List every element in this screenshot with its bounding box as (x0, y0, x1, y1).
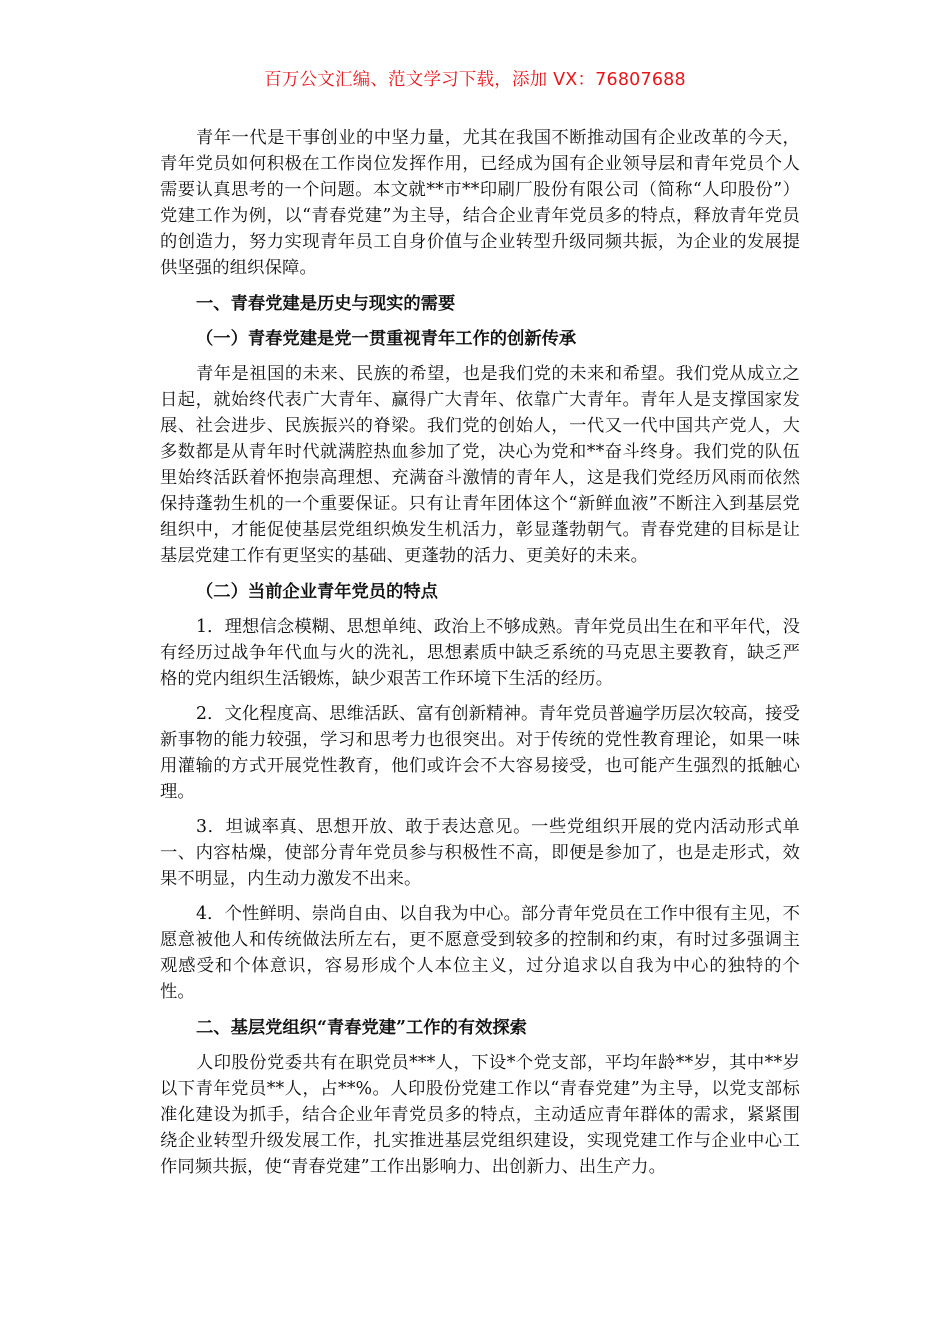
point-paragraph-1: 1．理想信念模糊、思想单纯、政治上不够成熟。青年党员出生在和平年代，没有经历过战争年代血与火的洗礼，思想素质中缺乏系统的马克思主要教育，缺乏严格的党内组织生活锻炼，缺少艰苦工作环境下生活的经历。 (160, 617, 800, 689)
point-paragraph-4: 4．个性鲜明、崇尚自由、以自我为中心。部分青年党员在工作中很有主见，不愿意被他人和传统做法所左右，更不愿意受到较多的控制和约束，有时过多强调主观感受和个体意识，容易形成个人本位主义，过分追求以自我为中心的独特的个性。 (160, 904, 800, 1002)
section-1-subheading-1: （一）青春党建是党一贯重视青年工作的创新传承 (196, 329, 577, 349)
point-paragraph-3: 3．坦诚率真、思想开放、敢于表达意见。一些党组织开展的党内活动形式单一、内容枯燥，使部分青年党员参与积极性不高，即便是参加了，也是走形式，效果不明显，内生动力激发不出来。 (160, 817, 800, 889)
document-body (160, 125, 800, 1180)
section-1-sub-1-paragraph: 青年是祖国的未来、民族的希望，也是我们党的未来和希望。我们党从成立之日起，就始终代表广大青年、赢得广大青年、依靠广大青年。青年人是支撑国家发展、社会进步、民族振兴的脊梁。我们党的创始人，一代又一代中国共产党人，大多数都是从青年时代就满腔热血参加了党，决心为党和**奋斗终身。我们党的队伍里始终活跃着怀抱崇高理想、充满奋斗激情的青年人，这是我们党经历风雨而依然保持蓬勃生机的一个重要保证。只有让青年团体这个“新鲜血液”不断注入到基层党组织中，才能促使基层党组织焕发生机活力，彰显蓬勃朝气。青春党建的目标是让基层党建工作有更坚实的基础、更蓬勃的活力、更美好的未来。 (160, 364, 800, 566)
promo-banner: 百万公文汇编、范文学习下载，添加 VX：76807688 (264, 70, 686, 90)
section-1-heading: 一、青春党建是历史与现实的需要 (196, 294, 456, 314)
intro-paragraph: 青年一代是干事创业的中坚力量，尤其在我国不断推动国有企业改革的今天，青年党员如何积极在工作岗位发挥作用，已经成为国有企业领导层和青年党员个人需要认真思考的一个问题。本文就**市**印刷厂股份有限公司（简称“人印股份”）党建工作为例，以“青春党建”为主导，结合企业青年党员多的特点，释放青年党员的创造力，努力实现青年员工自身价值与企业转型升级同频共振，为企业的发展提供坚强的组织保障。 (160, 128, 800, 278)
section-1-subheading-2: （二）当前企业青年党员的特点 (196, 582, 438, 602)
section-2-heading: 二、基层党组织“青春党建”工作的有效探索 (196, 1018, 527, 1038)
section-2-paragraph: 人印股份党委共有在职党员***人，下设*个党支部，平均年龄**岁，其中**岁以下青年党员**人，占**%。人印股份党建工作以“青春党建”为主导，以党支部标准化建设为抓手，结合企业年青党员多的特点，主动适应青年群体的需求，紧紧围绕企业转型升级发展工作，扎实推进基层党组织建设，实现党建工作与企业中心工作同频共振，使“青春党建”工作出影响力、出创新力、出生产力。 (160, 1053, 800, 1177)
point-paragraph-2: 2．文化程度高、思维活跃、富有创新精神。青年党员普遍学历层次较高，接受新事物的能力较强，学习和思考力也很突出。对于传统的党性教育理论，如果一味用灌输的方式开展党性教育，他们或许会不大容易接受，也可能产生强烈的抵触心理。 (160, 704, 800, 802)
